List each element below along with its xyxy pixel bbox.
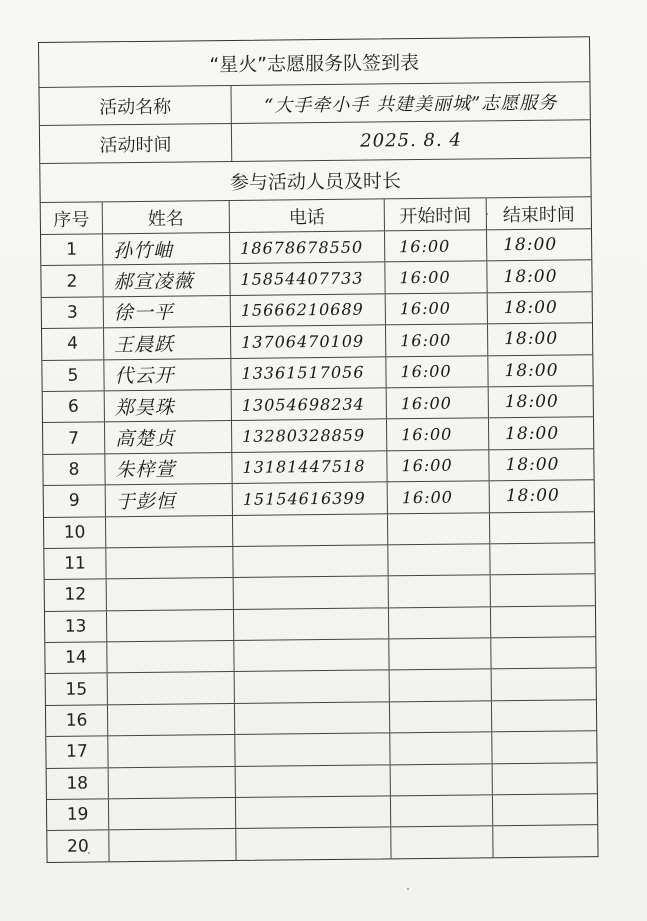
row-number: 1 <box>41 234 103 265</box>
row-start-time <box>389 607 491 638</box>
header-name: 姓名 <box>103 201 230 233</box>
activity-name-value: “大手牵小手 共建美丽城”志愿服务 <box>264 92 558 117</box>
row-number: 16 <box>46 705 108 736</box>
row-start-time <box>390 733 492 764</box>
row-end-time <box>490 543 594 574</box>
row-number: 19 <box>47 799 109 830</box>
section-title: 参与活动人员及时长 <box>229 169 402 194</box>
row-name: 朱梓萱 <box>105 453 232 485</box>
row-number: 9 <box>44 485 106 516</box>
row-name <box>108 672 235 704</box>
header-phone: 电话 <box>230 199 385 232</box>
row-number: 17 <box>46 737 108 768</box>
row-phone: 13280328859 <box>232 420 387 452</box>
row-phone <box>234 639 389 671</box>
table-row <box>47 826 597 862</box>
row-number: 13 <box>45 611 107 642</box>
row-start-time <box>388 544 490 575</box>
row-end-time <box>493 794 597 825</box>
row-start-time: 16:00 <box>386 293 488 324</box>
row-phone: 15154616399 <box>233 482 388 514</box>
row-end-time <box>491 574 595 605</box>
row-end-time: 18:00 <box>505 454 560 476</box>
row-end-time <box>491 606 595 637</box>
row-end-time <box>493 826 597 857</box>
row-end-time <box>490 512 594 543</box>
row-start-time <box>391 827 493 858</box>
row-end-time: 18:00 <box>505 485 560 507</box>
row-number: 18 <box>47 768 109 799</box>
row-start-time <box>391 764 493 795</box>
row-start-time <box>391 795 493 826</box>
activity-time-label: 活动时间 <box>40 124 232 163</box>
row-number: 6 <box>43 391 105 422</box>
row-start-time: 16:00 <box>387 387 489 418</box>
row-number: 12 <box>45 580 107 611</box>
row-phone <box>235 702 390 734</box>
row-number: 7 <box>43 423 105 454</box>
row-end-time: 18:00 <box>505 423 560 444</box>
title-row <box>39 37 589 88</box>
row-end-time: 18:00 <box>503 266 558 287</box>
header-end: 结束时间 <box>502 203 575 226</box>
activity-name-row <box>39 82 589 126</box>
row-phone: 15854407733 <box>230 263 385 295</box>
row-name <box>106 547 233 579</box>
row-start-time: 16:00 <box>387 450 489 481</box>
header-start: 开始时间 <box>385 198 487 230</box>
row-phone: 13361517056 <box>231 357 386 389</box>
row-phone: 13181447518 <box>232 451 387 483</box>
row-name <box>107 578 234 610</box>
row-end-time: 18:00 <box>504 391 559 413</box>
row-phone <box>236 828 391 860</box>
row-phone <box>233 545 388 577</box>
row-start-time <box>390 670 492 701</box>
activity-time-value: 2025. 8. 4 <box>360 129 462 152</box>
row-start-time <box>388 513 490 544</box>
row-number: 8 <box>43 454 105 485</box>
row-start-time: 16:00 <box>388 481 490 512</box>
row-name <box>107 610 234 642</box>
row-name <box>106 515 233 547</box>
row-number: 20 <box>47 831 109 862</box>
row-start-time: 16:00 <box>386 356 488 387</box>
row-start-time: 16:00 <box>386 324 488 355</box>
row-name <box>109 829 236 861</box>
row-number: 14 <box>45 642 107 673</box>
row-phone <box>233 514 388 546</box>
paper-speck <box>407 888 409 890</box>
row-number: 3 <box>42 297 104 328</box>
row-end-time <box>491 637 595 668</box>
row-number: 4 <box>42 328 104 359</box>
form-title: “星火”志愿服务队签到表 <box>209 51 420 76</box>
row-name: 郝宣凌薇 <box>103 264 230 296</box>
row-start-time: 16:00 <box>387 419 489 450</box>
row-name <box>107 641 234 673</box>
row-name <box>108 735 235 767</box>
row-number: 5 <box>42 360 104 391</box>
row-phone <box>235 734 390 766</box>
row-end-time: 18:00 <box>504 328 559 350</box>
row-phone: 13706470109 <box>231 326 386 358</box>
row-phone <box>236 796 391 828</box>
row-start-time <box>390 701 492 732</box>
row-name: 王晨跃 <box>104 327 231 359</box>
row-name <box>108 704 235 736</box>
row-phone: 18678678550 <box>230 231 385 263</box>
row-number: 15 <box>46 674 108 705</box>
activity-time-row <box>40 120 590 164</box>
row-end-time <box>492 700 596 731</box>
row-start-time: 16:00 <box>385 262 487 293</box>
row-start-time <box>389 638 491 669</box>
row-number: 11 <box>44 548 106 579</box>
row-end-time <box>492 731 596 762</box>
row-end-time: 18:00 <box>503 234 558 256</box>
row-name <box>109 798 236 830</box>
row-end-time: 18:00 <box>503 297 558 319</box>
table-body <box>41 229 598 862</box>
row-name <box>109 767 236 799</box>
row-start-time: 16:00 <box>385 230 487 261</box>
row-end-time: 18:00 <box>504 360 559 381</box>
row-phone <box>234 608 389 640</box>
row-end-time <box>492 669 596 700</box>
row-name: 郑昊珠 <box>105 390 232 422</box>
row-name: 徐一平 <box>104 296 231 328</box>
row-start-time <box>389 576 491 607</box>
row-phone <box>236 765 391 797</box>
row-phone: 13054698234 <box>232 388 387 420</box>
row-number: 2 <box>41 266 103 297</box>
row-phone: 15666210689 <box>231 294 386 326</box>
row-name: 高楚贞 <box>105 421 232 453</box>
row-number: 10 <box>44 517 106 548</box>
row-name: 孙竹岫 <box>103 233 230 265</box>
sign-in-form <box>38 36 599 863</box>
header-no: 序号 <box>41 202 103 234</box>
row-phone <box>235 671 390 703</box>
section-row <box>40 158 590 203</box>
row-end-time <box>493 763 597 794</box>
row-name: 于彭恒 <box>106 484 233 516</box>
activity-name-label: 活动名称 <box>39 86 231 125</box>
row-name: 代云开 <box>104 359 231 391</box>
row-phone <box>234 577 389 609</box>
